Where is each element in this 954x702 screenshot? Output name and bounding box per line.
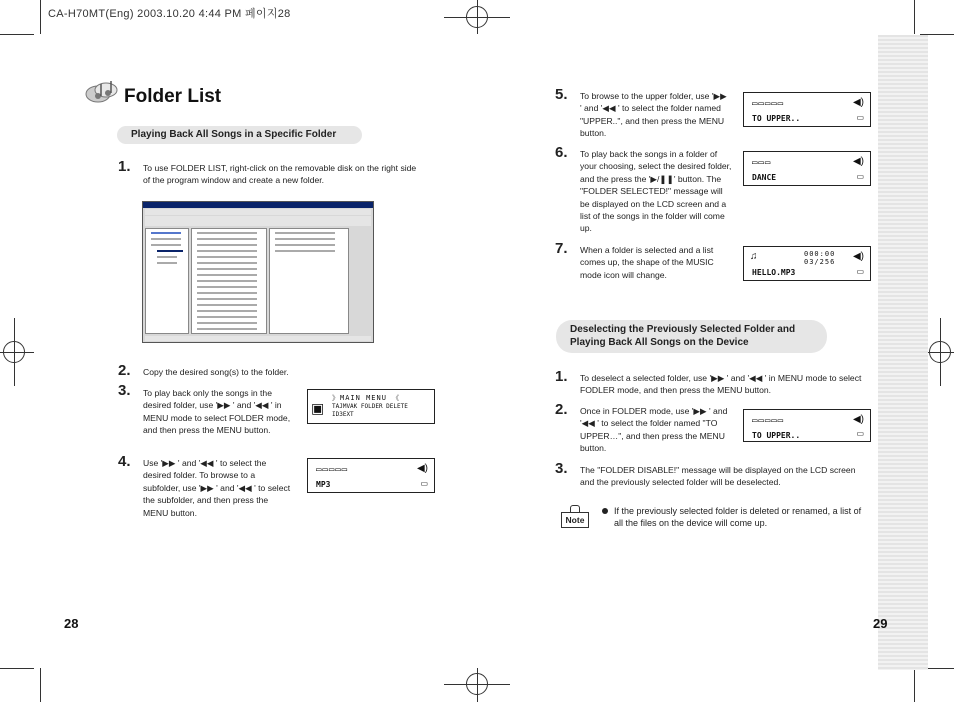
section-heading xyxy=(117,126,362,144)
sound-icon: ◀) xyxy=(852,251,864,262)
lcd-folder-icons: ▭▭▭▭▭ xyxy=(752,416,785,426)
registration-line xyxy=(477,668,478,702)
file-line xyxy=(197,262,257,264)
step-number: 2. xyxy=(555,401,568,418)
lcd-folder-name: TO UPPER.. xyxy=(752,114,801,123)
device-line xyxy=(275,238,335,240)
page-number: 28 xyxy=(64,616,79,631)
file-line xyxy=(197,292,257,294)
step-number: 4. xyxy=(118,453,131,470)
lcd-display xyxy=(307,458,435,493)
crop-mark xyxy=(40,668,41,702)
battery-icon: ▭ xyxy=(420,479,428,488)
note-badge: Note xyxy=(561,512,589,528)
step-text: To use FOLDER LIST, right-click on the removable disk on the right side of the program window and create a new folder. xyxy=(143,163,417,186)
page-edge-stripe xyxy=(878,35,928,670)
step-text: When a folder is selected and a list comes up, the shape of the MUSIC mode icon will change. xyxy=(580,245,714,280)
crop-mark xyxy=(0,668,34,669)
lcd-display xyxy=(743,151,871,186)
lcd-folder-icons: ▭▭▭ xyxy=(752,158,772,168)
tree-line xyxy=(151,244,181,246)
sound-icon: ◀) xyxy=(852,156,864,167)
step-text: To deselect a selected folder, use '▶▶ ' and '◀◀ ' in MENU mode to select FODLER mode, and then press the MENU button. xyxy=(580,373,862,396)
lcd-folder-name: TO UPPER.. xyxy=(752,431,801,440)
device-line xyxy=(275,232,335,234)
lcd-display xyxy=(743,92,871,127)
step-text: Once in FOLDER mode, use '▶▶ ' and '◀◀ ' to select the folder named "TO UPPER…", and then press the MENU button. xyxy=(580,406,728,454)
tree-line xyxy=(157,256,177,258)
step-text: The "FOLDER DISABLE!" message will be displayed on the LCD screen and the previously selected folder will be deselected. xyxy=(580,465,856,488)
file-line xyxy=(197,256,257,258)
lcd-display xyxy=(743,246,871,281)
step-number: 1. xyxy=(118,158,131,175)
program-window-screenshot xyxy=(142,201,374,343)
battery-icon: ▭ xyxy=(856,429,864,438)
file-line xyxy=(197,328,257,330)
section-heading xyxy=(556,320,827,353)
window-statusbar xyxy=(145,336,371,341)
battery-icon: ▭ xyxy=(856,172,864,181)
step-text: To play back only the songs in the desired folder, use '▶▶ ' and '◀◀ ' in MENU mode to select FOLDER mode, and then press the MENU button. xyxy=(143,388,291,436)
print-header: CA-H70MT(Eng) 2003.10.20 4:44 PM 페이지28 xyxy=(48,8,291,20)
registration-line xyxy=(14,318,15,386)
registration-line xyxy=(0,352,34,353)
step-number: 6. xyxy=(555,144,568,161)
crop-mark xyxy=(0,34,34,35)
tree-line xyxy=(151,238,181,240)
file-line xyxy=(197,232,257,234)
step-number: 1. xyxy=(555,368,568,385)
tree-line xyxy=(157,262,177,264)
step-number: 7. xyxy=(555,240,568,257)
file-line xyxy=(197,322,257,324)
file-line xyxy=(197,286,257,288)
window-menubar xyxy=(145,209,371,215)
step-text: To browse to the upper folder, use '▶▶ ' and '◀◀ ' to select the folder named "UPPER..", and then press the MENU button. xyxy=(580,91,727,139)
tree-line xyxy=(157,250,183,252)
lcd-menu-title: 》MAIN MENU 《 xyxy=(332,394,401,402)
step-number: 3. xyxy=(555,460,568,477)
bullet-icon xyxy=(602,508,608,514)
step-number: 5. xyxy=(555,86,568,103)
registration-line xyxy=(477,0,478,34)
window-toolbar xyxy=(145,216,371,226)
file-line xyxy=(197,316,257,318)
lcd-menu-options: TAJMVAK FOLDER DELETE ID3EXT xyxy=(332,403,408,418)
lcd-display xyxy=(743,409,871,442)
file-line xyxy=(197,280,257,282)
battery-icon: ▭ xyxy=(856,267,864,276)
music-note-icon xyxy=(84,78,120,106)
step-number: 3. xyxy=(118,382,131,399)
lcd-song-name: HELLO.MP3 xyxy=(752,268,796,277)
device-line xyxy=(275,250,335,252)
section-heading-text: Deselecting the Previously Selected Folder and Playing Back All Songs on the Device xyxy=(570,324,796,348)
crop-mark xyxy=(914,0,915,34)
file-line xyxy=(197,238,257,240)
sound-icon: ◀) xyxy=(416,463,428,474)
file-line xyxy=(197,310,257,312)
file-line xyxy=(197,304,257,306)
file-line xyxy=(197,268,257,270)
sound-icon: ◀) xyxy=(852,414,864,425)
lcd-folder-name: MP3 xyxy=(316,480,331,489)
tree-line xyxy=(151,232,181,234)
file-line xyxy=(197,298,257,300)
file-line xyxy=(197,274,257,276)
note-text: If the previously selected folder is deleted or renamed, a list of all the files on the device will come up. xyxy=(614,506,862,529)
crop-mark xyxy=(40,0,41,34)
section-heading-text: Playing Back All Songs in a Specific Folder xyxy=(131,129,337,140)
mp3-player-icon: ▣ xyxy=(311,400,325,416)
step-text: Copy the desired song(s) to the folder. xyxy=(143,367,289,377)
step-text: To play back the songs in a folder of your choosing, select the desired folder, and the press the '▶/❚❚' button. The "FOLDER SELECTED!" message will be displayed on the LCD screen and a list of the songs in the folder will come up. xyxy=(580,149,732,234)
file-line xyxy=(197,250,257,252)
file-line xyxy=(197,244,257,246)
window-titlebar xyxy=(143,202,373,208)
page-number: 29 xyxy=(873,616,888,631)
music-mode-icon: ♫ xyxy=(750,251,758,262)
registration-line xyxy=(940,318,941,386)
device-line xyxy=(275,244,335,246)
lcd-folder-icons: ▭▭▭▭▭ xyxy=(316,465,349,475)
crop-mark xyxy=(914,668,915,702)
lcd-display xyxy=(307,389,435,424)
lcd-folder-icons: ▭▭▭▭▭ xyxy=(752,99,785,109)
lcd-time-track: 000:00 03/256 xyxy=(804,250,836,266)
lcd-folder-name: DANCE xyxy=(752,173,777,182)
sound-icon: ◀) xyxy=(852,97,864,108)
step-text: Use '▶▶ ' and '◀◀ ' to select the desired folder. To browse to a subfolder, use '▶▶ ' and '◀◀ ' to select the subfolder, and then press the MENU button. xyxy=(143,458,291,518)
step-number: 2. xyxy=(118,362,131,379)
battery-icon: ▭ xyxy=(856,113,864,122)
page-title: Folder List xyxy=(124,86,222,107)
